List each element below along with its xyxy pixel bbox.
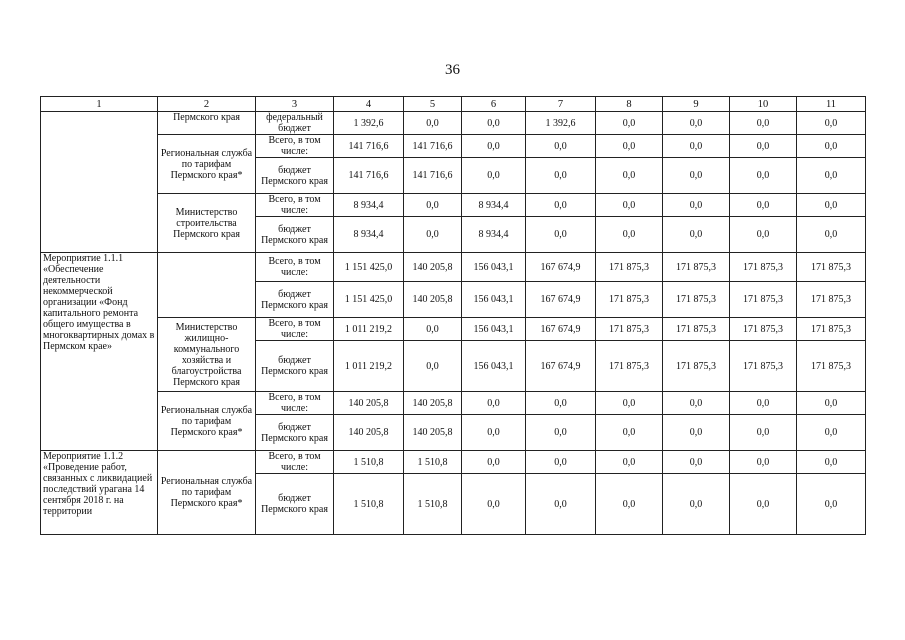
- value-cell: 0,0: [596, 112, 663, 135]
- header-cell: 7: [526, 97, 596, 112]
- executor-cell: [158, 253, 256, 318]
- value-cell: 0,0: [596, 474, 663, 535]
- value-cell: 0,0: [462, 392, 526, 415]
- table-row: [41, 318, 866, 341]
- value-cell: 0,0: [797, 451, 866, 474]
- value-cell: 171 875,3: [663, 318, 730, 341]
- source-cell: федеральный бюджет: [256, 112, 334, 135]
- value-cell: 171 875,3: [663, 341, 730, 392]
- value-cell: 0,0: [462, 415, 526, 451]
- value-cell: 140 205,8: [334, 392, 404, 415]
- source-cell: Всего, в том числе:: [256, 392, 334, 415]
- value-cell: 0,0: [797, 474, 866, 535]
- value-cell: 0,0: [404, 341, 462, 392]
- header-cell: 4: [334, 97, 404, 112]
- value-cell: 0,0: [663, 194, 730, 217]
- value-cell: 140 205,8: [334, 415, 404, 451]
- value-cell: 141 716,6: [404, 135, 462, 158]
- source-cell: Всего, в том числе:: [256, 253, 334, 282]
- value-cell: 0,0: [404, 318, 462, 341]
- value-cell: 167 674,9: [526, 282, 596, 318]
- value-cell: 0,0: [797, 415, 866, 451]
- value-cell: 0,0: [797, 392, 866, 415]
- source-cell: бюджет Пермского края: [256, 341, 334, 392]
- source-cell: бюджет Пермского края: [256, 415, 334, 451]
- value-cell: 171 875,3: [596, 253, 663, 282]
- header-cell: 2: [158, 97, 256, 112]
- header-cell: 10: [730, 97, 797, 112]
- source-cell: бюджет Пермского края: [256, 282, 334, 318]
- value-cell: 0,0: [663, 112, 730, 135]
- value-cell: 1 510,8: [404, 451, 462, 474]
- value-cell: 0,0: [730, 392, 797, 415]
- page-number: 36: [445, 62, 460, 78]
- value-cell: 171 875,3: [663, 253, 730, 282]
- value-cell: 171 875,3: [730, 341, 797, 392]
- measure-cell: Мероприятие 1.1.1 «Обеспечение деятельности некоммерческой организации «Фонд капитального ремонта общего имущества в многоквартирных домах в Пермском крае»: [41, 253, 158, 451]
- source-cell: бюджет Пермского края: [256, 474, 334, 535]
- value-cell: 171 875,3: [596, 318, 663, 341]
- value-cell: 167 674,9: [526, 253, 596, 282]
- value-cell: 0,0: [797, 194, 866, 217]
- value-cell: 0,0: [730, 217, 797, 253]
- value-cell: 1 510,8: [334, 451, 404, 474]
- header-cell: 1: [41, 97, 158, 112]
- value-cell: 141 716,6: [334, 135, 404, 158]
- value-cell: 0,0: [663, 158, 730, 194]
- table-row: [41, 253, 866, 282]
- value-cell: 0,0: [462, 135, 526, 158]
- table-row: [41, 135, 866, 158]
- value-cell: 8 934,4: [462, 217, 526, 253]
- value-cell: 140 205,8: [404, 282, 462, 318]
- value-cell: 167 674,9: [526, 341, 596, 392]
- value-cell: 0,0: [663, 392, 730, 415]
- value-cell: 171 875,3: [596, 282, 663, 318]
- value-cell: 141 716,6: [334, 158, 404, 194]
- value-cell: 1 392,6: [334, 112, 404, 135]
- value-cell: 0,0: [526, 217, 596, 253]
- value-cell: 1 510,8: [404, 474, 462, 535]
- value-cell: 1 510,8: [334, 474, 404, 535]
- budget-table: [40, 96, 866, 535]
- table-row: [41, 194, 866, 217]
- value-cell: 0,0: [730, 112, 797, 135]
- value-cell: 0,0: [663, 135, 730, 158]
- value-cell: 140 205,8: [404, 392, 462, 415]
- value-cell: 0,0: [596, 217, 663, 253]
- header-cell: 8: [596, 97, 663, 112]
- source-cell: бюджет Пермского края: [256, 158, 334, 194]
- value-cell: 0,0: [596, 194, 663, 217]
- value-cell: 1 011 219,2: [334, 318, 404, 341]
- value-cell: 171 875,3: [730, 318, 797, 341]
- executor-cell: Региональная служба по тарифам Пермского края*: [158, 135, 256, 194]
- value-cell: 1 011 219,2: [334, 341, 404, 392]
- value-cell: 0,0: [797, 217, 866, 253]
- value-cell: 171 875,3: [797, 253, 866, 282]
- value-cell: 8 934,4: [334, 217, 404, 253]
- value-cell: 156 043,1: [462, 318, 526, 341]
- value-cell: 0,0: [730, 415, 797, 451]
- header-cell: 9: [663, 97, 730, 112]
- value-cell: 0,0: [462, 158, 526, 194]
- value-cell: 0,0: [730, 451, 797, 474]
- table-row: [41, 392, 866, 415]
- header-row: [41, 97, 866, 112]
- value-cell: 8 934,4: [334, 194, 404, 217]
- value-cell: 0,0: [526, 392, 596, 415]
- value-cell: 0,0: [730, 194, 797, 217]
- value-cell: 0,0: [663, 217, 730, 253]
- value-cell: 0,0: [596, 135, 663, 158]
- value-cell: 0,0: [526, 135, 596, 158]
- value-cell: 0,0: [462, 451, 526, 474]
- executor-cell: Пермского края: [158, 112, 256, 135]
- value-cell: 8 934,4: [462, 194, 526, 217]
- value-cell: 0,0: [462, 474, 526, 535]
- value-cell: 0,0: [730, 135, 797, 158]
- value-cell: 0,0: [526, 415, 596, 451]
- value-cell: 1 151 425,0: [334, 253, 404, 282]
- value-cell: 156 043,1: [462, 253, 526, 282]
- value-cell: 171 875,3: [797, 341, 866, 392]
- executor-cell: Региональная служба по тарифам Пермского края*: [158, 451, 256, 535]
- value-cell: 156 043,1: [462, 341, 526, 392]
- value-cell: 0,0: [526, 451, 596, 474]
- value-cell: 0,0: [797, 135, 866, 158]
- measure-cell: [41, 112, 158, 253]
- value-cell: 171 875,3: [797, 318, 866, 341]
- value-cell: 0,0: [404, 217, 462, 253]
- source-cell: Всего, в том числе:: [256, 451, 334, 474]
- value-cell: 167 674,9: [526, 318, 596, 341]
- value-cell: 0,0: [462, 112, 526, 135]
- header-cell: 11: [797, 97, 866, 112]
- executor-cell: Министерство жилищно-коммунального хозяйства и благоустройства Пермского края: [158, 318, 256, 392]
- source-cell: бюджет Пермского края: [256, 217, 334, 253]
- value-cell: 0,0: [797, 112, 866, 135]
- value-cell: 0,0: [596, 451, 663, 474]
- header-cell: 3: [256, 97, 334, 112]
- value-cell: 0,0: [596, 158, 663, 194]
- value-cell: 1 151 425,0: [334, 282, 404, 318]
- value-cell: 0,0: [526, 474, 596, 535]
- value-cell: 0,0: [404, 194, 462, 217]
- value-cell: 0,0: [730, 158, 797, 194]
- value-cell: 0,0: [730, 474, 797, 535]
- value-cell: 0,0: [797, 158, 866, 194]
- value-cell: 141 716,6: [404, 158, 462, 194]
- value-cell: 0,0: [596, 392, 663, 415]
- executor-cell: Министерство строительства Пермского края: [158, 194, 256, 253]
- value-cell: 171 875,3: [730, 253, 797, 282]
- table-row: [41, 112, 866, 135]
- value-cell: 0,0: [596, 415, 663, 451]
- header-cell: 5: [404, 97, 462, 112]
- source-cell: Всего, в том числе:: [256, 318, 334, 341]
- value-cell: 1 392,6: [526, 112, 596, 135]
- value-cell: 0,0: [526, 194, 596, 217]
- source-cell: Всего, в том числе:: [256, 135, 334, 158]
- value-cell: 140 205,8: [404, 415, 462, 451]
- value-cell: 171 875,3: [596, 341, 663, 392]
- value-cell: 0,0: [663, 474, 730, 535]
- value-cell: 156 043,1: [462, 282, 526, 318]
- value-cell: 0,0: [404, 112, 462, 135]
- value-cell: 140 205,8: [404, 253, 462, 282]
- value-cell: 171 875,3: [663, 282, 730, 318]
- source-cell: Всего, в том числе:: [256, 194, 334, 217]
- measure-cell: Мероприятие 1.1.2 «Проведение работ, связанных с ликвидацией последствий урагана 14 сентября 2018 г. на территории: [41, 451, 158, 535]
- value-cell: 0,0: [663, 451, 730, 474]
- value-cell: 0,0: [663, 415, 730, 451]
- table-row: [41, 451, 866, 474]
- value-cell: 171 875,3: [797, 282, 866, 318]
- executor-cell: Региональная служба по тарифам Пермского края*: [158, 392, 256, 451]
- value-cell: 0,0: [526, 158, 596, 194]
- value-cell: 171 875,3: [730, 282, 797, 318]
- header-cell: 6: [462, 97, 526, 112]
